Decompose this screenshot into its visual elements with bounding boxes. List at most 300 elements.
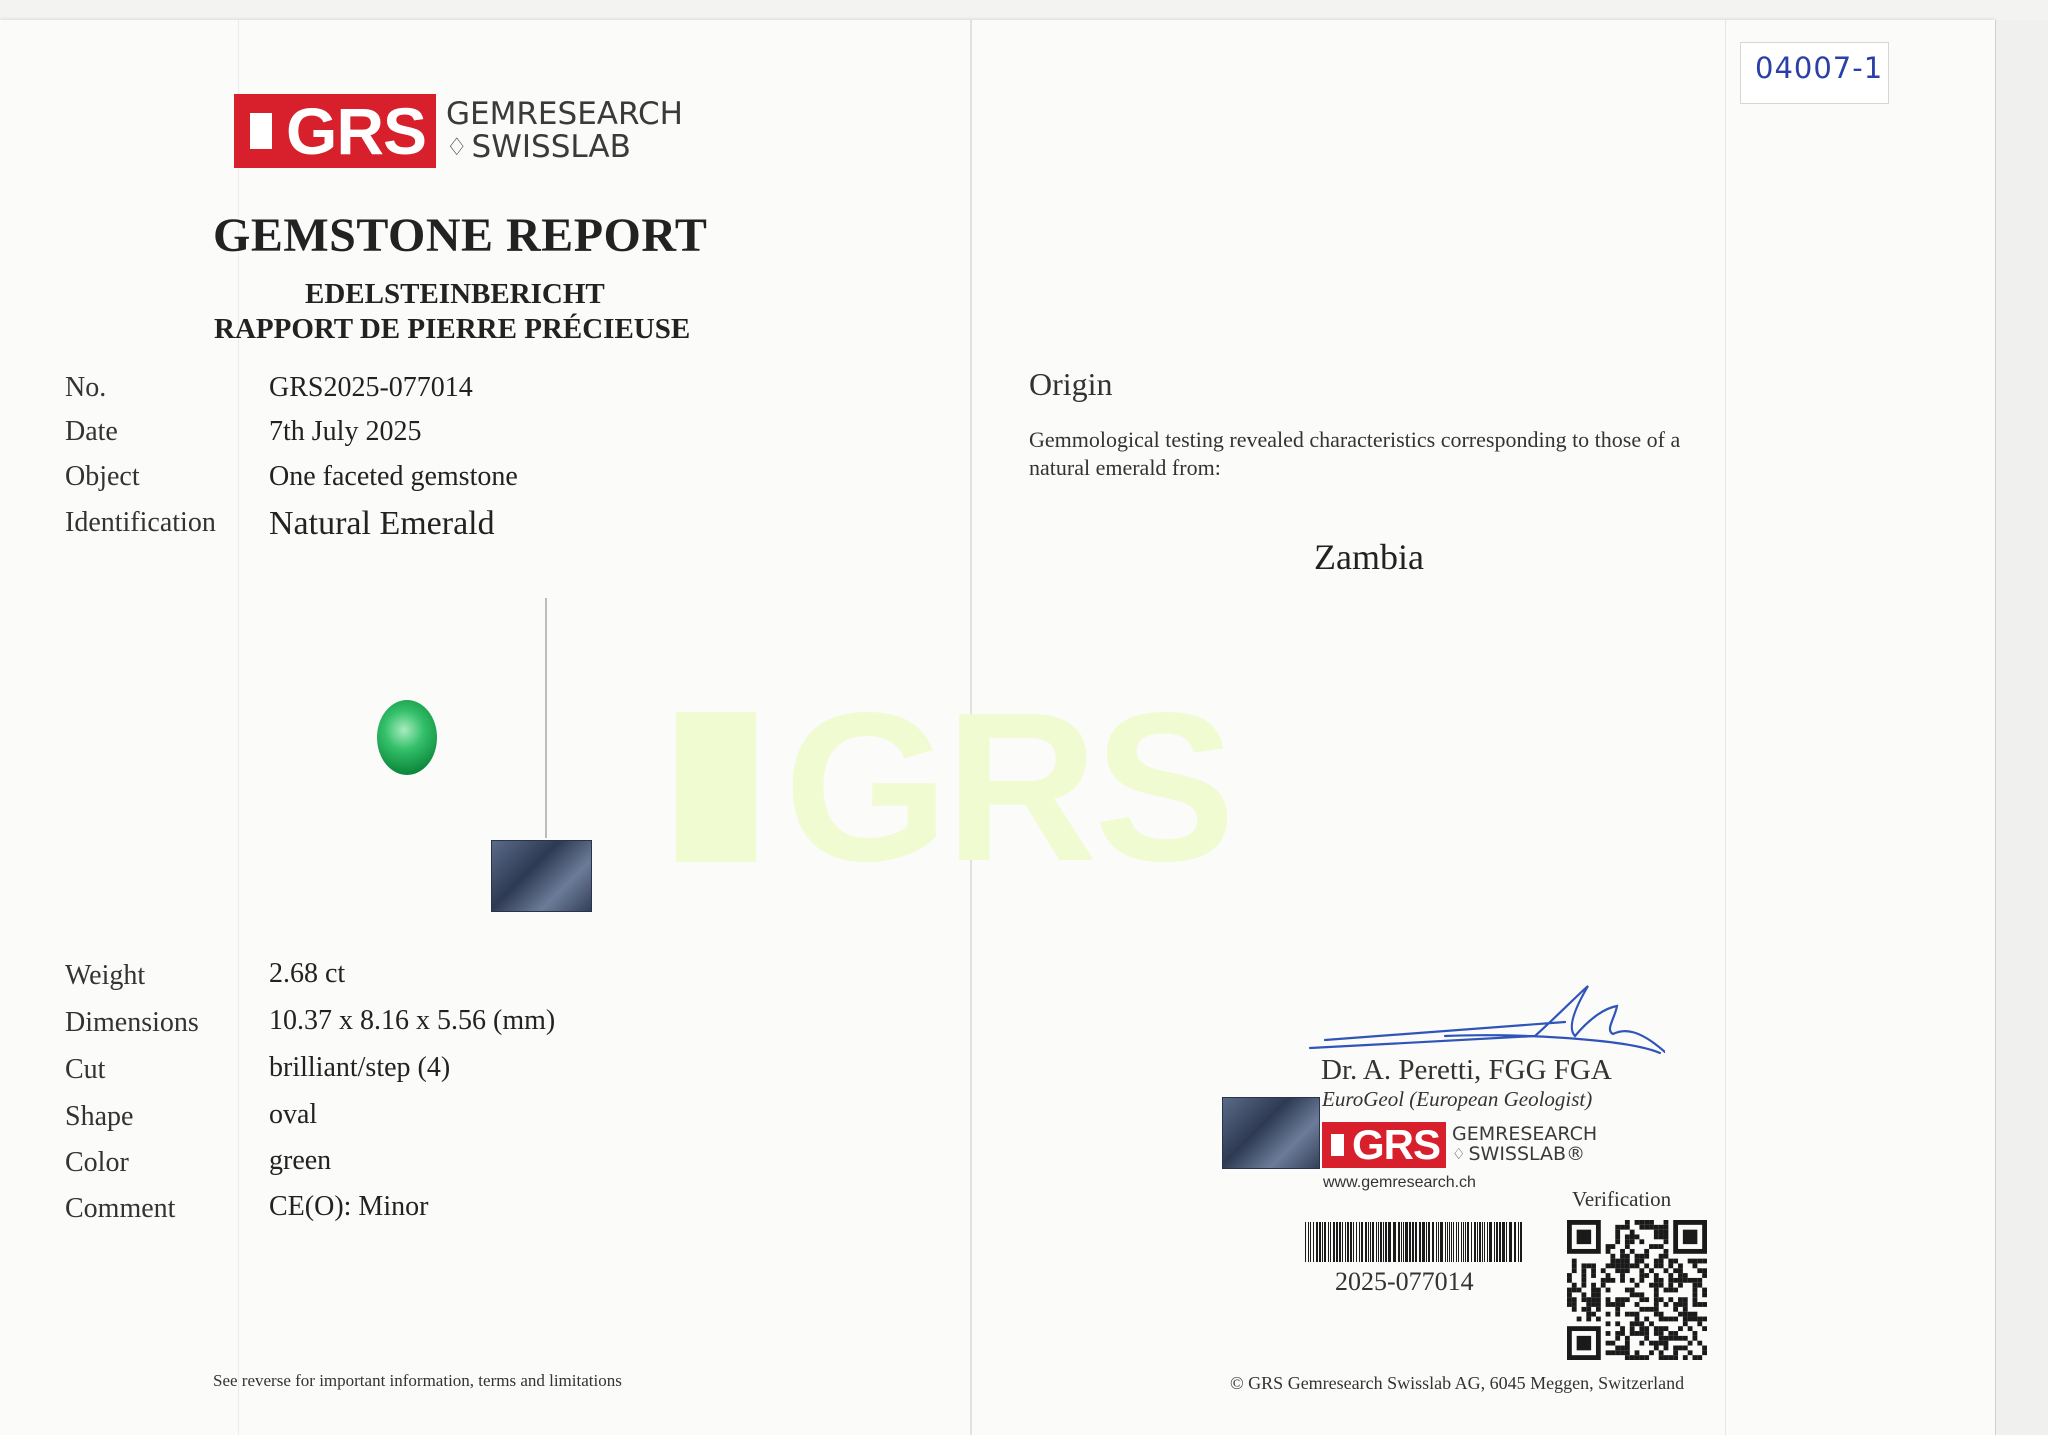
report-title: GEMSTONE REPORT: [213, 209, 708, 262]
qr-module: [1620, 1254, 1625, 1259]
qr-module: [1635, 1263, 1640, 1268]
qr-module: [1683, 1346, 1688, 1351]
barcode-bar: [1368, 1222, 1369, 1262]
barcode-bar: [1330, 1222, 1331, 1262]
qr-module: [1635, 1259, 1640, 1264]
qr-module: [1664, 1234, 1669, 1239]
qr-module: [1654, 1326, 1659, 1331]
qr-module: [1581, 1263, 1586, 1268]
qr-module: [1664, 1288, 1669, 1293]
qr-module: [1702, 1317, 1707, 1322]
qr-module: [1693, 1259, 1698, 1264]
qr-module: [1567, 1292, 1572, 1297]
spec-value-comment: CE(O): Minor: [269, 1191, 429, 1222]
detail-value-date: 7th July 2025: [269, 416, 422, 447]
qr-module: [1591, 1268, 1596, 1273]
qr-module: [1697, 1355, 1702, 1360]
barcode-bar: [1336, 1222, 1338, 1262]
qr-module: [1567, 1302, 1572, 1307]
qr-module: [1635, 1317, 1640, 1322]
emerald-photo: [377, 700, 437, 775]
qr-module: [1606, 1249, 1611, 1254]
qr-module: [1693, 1263, 1698, 1268]
qr-module: [1610, 1350, 1615, 1355]
page-edge: [1995, 20, 2048, 1435]
qr-module: [1620, 1302, 1625, 1307]
qr-module: [1615, 1225, 1620, 1230]
barcode-bar: [1487, 1222, 1488, 1262]
qr-module: [1572, 1268, 1577, 1273]
barcode-bar: [1440, 1222, 1443, 1262]
qr-module: [1649, 1341, 1654, 1346]
qr-module: [1659, 1234, 1664, 1239]
qr-module: [1654, 1288, 1659, 1293]
qr-module: [1596, 1302, 1601, 1307]
qr-module: [1606, 1331, 1611, 1336]
qr-module: [1654, 1263, 1659, 1268]
qr-finder-center: [1683, 1230, 1697, 1244]
qr-module: [1693, 1331, 1698, 1336]
spec-value-color: green: [269, 1145, 332, 1176]
qr-module: [1625, 1225, 1630, 1230]
barcode-bar: [1378, 1222, 1379, 1262]
qr-module: [1664, 1336, 1669, 1341]
barcode-bar: [1361, 1222, 1363, 1262]
qr-module: [1615, 1259, 1620, 1264]
qr-module: [1688, 1312, 1693, 1317]
qr-module: [1644, 1220, 1649, 1225]
qr-module: [1688, 1326, 1693, 1331]
qr-module: [1591, 1283, 1596, 1288]
qr-module: [1567, 1297, 1572, 1302]
qr-module: [1673, 1278, 1678, 1283]
qr-module: [1625, 1234, 1630, 1239]
qr-module: [1606, 1350, 1611, 1355]
qr-module: [1639, 1331, 1644, 1336]
qr-module: [1683, 1307, 1688, 1312]
qr-module: [1654, 1346, 1659, 1351]
qr-module: [1620, 1259, 1625, 1264]
qr-module: [1630, 1288, 1635, 1293]
qr-module: [1635, 1234, 1640, 1239]
grs-watermark: [676, 665, 1231, 909]
qr-module: [1683, 1312, 1688, 1317]
qr-module: [1630, 1230, 1635, 1235]
qr-module: [1610, 1263, 1615, 1268]
qr-module: [1601, 1268, 1606, 1273]
qr-module: [1644, 1254, 1649, 1259]
qr-module: [1625, 1346, 1630, 1351]
qr-module: [1610, 1244, 1615, 1249]
qr-module: [1615, 1263, 1620, 1268]
qr-module: [1581, 1292, 1586, 1297]
qr-module: [1673, 1346, 1678, 1351]
verification-qr-code[interactable]: [1567, 1220, 1707, 1360]
qr-module: [1664, 1302, 1669, 1307]
qr-module: [1625, 1297, 1630, 1302]
qr-module: [1615, 1331, 1620, 1336]
qr-module: [1693, 1317, 1698, 1322]
qr-module: [1668, 1283, 1673, 1288]
qr-module: [1581, 1268, 1586, 1273]
qr-module: [1610, 1254, 1615, 1259]
qr-module: [1591, 1312, 1596, 1317]
qr-module: [1625, 1254, 1630, 1259]
qr-module: [1693, 1297, 1698, 1302]
qr-module: [1644, 1249, 1649, 1254]
barcode-bar: [1339, 1222, 1341, 1262]
barcode-bar: [1428, 1222, 1430, 1262]
qr-module: [1577, 1288, 1582, 1293]
qr-module: [1673, 1302, 1678, 1307]
barcode-bar: [1432, 1222, 1434, 1262]
qr-module: [1606, 1312, 1611, 1317]
barcode-bar: [1316, 1222, 1318, 1262]
qr-module: [1693, 1288, 1698, 1293]
origin-heading: Origin: [1029, 366, 1113, 402]
qr-module: [1697, 1268, 1702, 1273]
qr-module: [1654, 1292, 1659, 1297]
handwritten-reference: [1740, 42, 1889, 104]
diamond-icon: ♢: [446, 132, 468, 161]
qr-module: [1673, 1288, 1678, 1293]
right-margin-line: [1725, 20, 1726, 1435]
barcode-bar: [1438, 1222, 1439, 1262]
qr-module: [1620, 1273, 1625, 1278]
qr-module: [1659, 1336, 1664, 1341]
spec-value-shape: oval: [269, 1099, 318, 1130]
qr-module: [1668, 1288, 1673, 1293]
qr-module: [1639, 1321, 1644, 1326]
qr-module: [1649, 1244, 1654, 1249]
qr-module: [1615, 1350, 1620, 1355]
qr-module: [1673, 1259, 1678, 1264]
qr-module: [1644, 1297, 1649, 1302]
qr-module: [1668, 1355, 1673, 1360]
report-subtitle-fr: RAPPORT DE PIERRE PRÉCIEUSE: [214, 313, 691, 345]
qr-module: [1644, 1355, 1649, 1360]
qr-module: [1615, 1234, 1620, 1239]
qr-module: [1606, 1288, 1611, 1293]
barcode-bar: [1383, 1222, 1384, 1262]
barcode-bar: [1372, 1222, 1374, 1262]
qr-module: [1620, 1263, 1625, 1268]
qr-module: [1668, 1331, 1673, 1336]
qr-module: [1625, 1341, 1630, 1346]
qr-module: [1601, 1283, 1606, 1288]
diamond-small-icon: ♢: [1452, 1145, 1466, 1164]
barcode-bar: [1494, 1222, 1495, 1262]
barcode-bar: [1419, 1222, 1421, 1262]
barcode-bar: [1471, 1222, 1472, 1262]
qr-module: [1668, 1297, 1673, 1302]
qr-module: [1625, 1336, 1630, 1341]
qr-module: [1697, 1278, 1702, 1283]
qr-module: [1659, 1244, 1664, 1249]
qr-module: [1625, 1288, 1630, 1293]
qr-module: [1572, 1259, 1577, 1264]
qr-module: [1625, 1268, 1630, 1273]
qr-module: [1659, 1259, 1664, 1264]
qr-module: [1596, 1307, 1601, 1312]
detail-label-no: No.: [65, 372, 107, 403]
qr-module: [1606, 1263, 1611, 1268]
qr-module: [1586, 1263, 1591, 1268]
qr-module: [1702, 1259, 1707, 1264]
origin-country: Zambia: [1314, 537, 1424, 577]
qr-module: [1572, 1288, 1577, 1293]
barcode-bar: [1520, 1222, 1522, 1262]
qr-module: [1567, 1273, 1572, 1278]
qr-module: [1639, 1259, 1644, 1264]
barcode-bar: [1345, 1222, 1346, 1262]
detail-label-date: Date: [65, 416, 118, 447]
qr-module: [1630, 1239, 1635, 1244]
qr-module: [1678, 1268, 1683, 1273]
detail-label-object: Object: [65, 461, 140, 492]
qr-module: [1615, 1312, 1620, 1317]
barcode-bar: [1509, 1222, 1512, 1262]
qr-module: [1620, 1326, 1625, 1331]
qr-module: [1644, 1263, 1649, 1268]
watermark-cross: [676, 712, 756, 862]
qr-module: [1688, 1278, 1693, 1283]
barcode-bar: [1365, 1222, 1367, 1262]
qr-module: [1625, 1312, 1630, 1317]
report-subtitle-de: EDELSTEINBERICHT: [305, 278, 605, 310]
qr-module: [1664, 1239, 1669, 1244]
barcode-bar: [1356, 1222, 1357, 1262]
qr-module: [1693, 1278, 1698, 1283]
logo-line1: GEMRESEARCH: [446, 96, 683, 133]
qr-module: [1581, 1283, 1586, 1288]
qr-module: [1688, 1259, 1693, 1264]
qr-module: [1673, 1355, 1678, 1360]
qr-module: [1654, 1230, 1659, 1235]
swiss-cross-icon: [250, 113, 272, 149]
qr-module: [1693, 1312, 1698, 1317]
qr-module: [1639, 1254, 1644, 1259]
qr-module: [1693, 1336, 1698, 1341]
qr-module: [1581, 1273, 1586, 1278]
qr-module: [1630, 1234, 1635, 1239]
qr-module: [1683, 1297, 1688, 1302]
qr-module: [1659, 1230, 1664, 1235]
qr-module: [1639, 1225, 1644, 1230]
barcode-bar: [1482, 1222, 1483, 1262]
logo-small-line1: GEMRESEARCH: [1452, 1123, 1598, 1146]
qr-module: [1649, 1307, 1654, 1312]
qr-module: [1610, 1259, 1615, 1264]
qr-module: [1644, 1307, 1649, 1312]
barcode-bar: [1313, 1222, 1314, 1262]
barcode-bar: [1398, 1222, 1400, 1262]
qr-module: [1639, 1239, 1644, 1244]
qr-module: [1630, 1292, 1635, 1297]
qr-module: [1606, 1302, 1611, 1307]
qr-module: [1644, 1317, 1649, 1322]
qr-module: [1668, 1263, 1673, 1268]
barcode-bar: [1465, 1222, 1466, 1262]
qr-module: [1615, 1268, 1620, 1273]
qr-module: [1664, 1317, 1669, 1322]
qr-module: [1586, 1302, 1591, 1307]
qr-module: [1620, 1249, 1625, 1254]
barcode: [1305, 1222, 1525, 1262]
qr-module: [1620, 1225, 1625, 1230]
qr-module: [1702, 1292, 1707, 1297]
barcode-bar: [1461, 1222, 1462, 1262]
qr-module: [1635, 1302, 1640, 1307]
qr-module: [1610, 1341, 1615, 1346]
qr-module: [1630, 1321, 1635, 1326]
qr-module: [1702, 1288, 1707, 1293]
qr-module: [1644, 1273, 1649, 1278]
barcode-bar: [1445, 1222, 1446, 1262]
qr-module: [1577, 1317, 1582, 1322]
qr-module: [1639, 1268, 1644, 1273]
qr-module: [1654, 1283, 1659, 1288]
qr-module: [1625, 1350, 1630, 1355]
qr-module: [1591, 1263, 1596, 1268]
barcode-bar: [1409, 1222, 1411, 1262]
qr-module: [1615, 1307, 1620, 1312]
qr-module: [1567, 1288, 1572, 1293]
qr-module: [1664, 1225, 1669, 1230]
barcode-bar: [1342, 1222, 1343, 1262]
qr-module: [1702, 1350, 1707, 1355]
qr-module: [1630, 1249, 1635, 1254]
qr-module: [1678, 1302, 1683, 1307]
qr-module: [1654, 1225, 1659, 1230]
spec-label-color: Color: [65, 1147, 129, 1178]
barcode-bar: [1403, 1222, 1404, 1262]
qr-module: [1639, 1326, 1644, 1331]
qr-module: [1610, 1278, 1615, 1283]
qr-module: [1664, 1268, 1669, 1273]
barcode-bar: [1388, 1222, 1391, 1262]
barcode-bar: [1518, 1222, 1519, 1262]
qr-module: [1620, 1278, 1625, 1283]
qr-module: [1606, 1321, 1611, 1326]
spec-label-shape: Shape: [65, 1101, 134, 1132]
qr-module: [1659, 1283, 1664, 1288]
qr-module: [1673, 1268, 1678, 1273]
qr-module: [1596, 1288, 1601, 1293]
barcode-bar: [1308, 1222, 1309, 1262]
barcode-bar: [1376, 1222, 1377, 1262]
barcode-bar: [1328, 1222, 1329, 1262]
grs-logo-mark: GRS: [234, 94, 436, 168]
detail-value-object: One faceted gemstone: [269, 461, 518, 492]
qr-module: [1615, 1336, 1620, 1341]
qr-module: [1581, 1278, 1586, 1283]
qr-module: [1654, 1244, 1659, 1249]
detail-label-identification: Identification: [65, 507, 216, 538]
qr-module: [1659, 1326, 1664, 1331]
qr-module: [1639, 1273, 1644, 1278]
grs-logo-small-mark: GRS: [1322, 1122, 1446, 1168]
qr-module: [1664, 1230, 1669, 1235]
spec-label-cut: Cut: [65, 1054, 106, 1085]
qr-module: [1688, 1341, 1693, 1346]
qr-module: [1688, 1317, 1693, 1322]
qr-module: [1615, 1302, 1620, 1307]
barcode-bar: [1502, 1222, 1505, 1262]
qr-module: [1673, 1350, 1678, 1355]
qr-module: [1678, 1283, 1683, 1288]
qr-module: [1659, 1254, 1664, 1259]
barcode-bar: [1484, 1222, 1485, 1262]
qr-module: [1678, 1273, 1683, 1278]
qr-module: [1678, 1263, 1683, 1268]
qr-module: [1702, 1302, 1707, 1307]
qr-module: [1659, 1355, 1664, 1360]
qr-module: [1596, 1297, 1601, 1302]
detail-value-identification: Natural Emerald: [269, 505, 495, 542]
grs-logo: [234, 94, 683, 168]
spec-value-weight: 2.68 ct: [269, 958, 346, 989]
barcode-bar: [1447, 1222, 1448, 1262]
origin-text: Gemmological testing revealed characteristics corresponding to those of a natural emerald from:: [1029, 427, 1681, 480]
qr-module: [1664, 1326, 1669, 1331]
qr-module: [1668, 1273, 1673, 1278]
qr-module: [1630, 1312, 1635, 1317]
grs-logo-small: [1322, 1122, 1597, 1168]
qr-module: [1649, 1268, 1654, 1273]
qr-module: [1586, 1312, 1591, 1317]
qr-module: [1606, 1278, 1611, 1283]
qr-module: [1630, 1355, 1635, 1360]
qr-module: [1625, 1355, 1630, 1360]
qr-module: [1639, 1307, 1644, 1312]
signatory-title: EuroGeol (European Geologist): [1322, 1087, 1593, 1111]
barcode-bar: [1489, 1222, 1492, 1262]
qr-module: [1630, 1278, 1635, 1283]
barcode-bar: [1479, 1222, 1481, 1262]
qr-module: [1683, 1355, 1688, 1360]
detail-value-no: GRS2025-077014: [269, 372, 473, 403]
qr-module: [1586, 1307, 1591, 1312]
qr-module: [1678, 1326, 1683, 1331]
qr-module: [1697, 1317, 1702, 1322]
qr-module: [1654, 1297, 1659, 1302]
qr-module: [1639, 1355, 1644, 1360]
qr-module: [1664, 1341, 1669, 1346]
qr-module: [1683, 1321, 1688, 1326]
qr-module: [1683, 1317, 1688, 1322]
qr-module: [1649, 1220, 1654, 1225]
barcode-number: 2025-077014: [1335, 1267, 1474, 1296]
barcode-bar: [1477, 1222, 1478, 1262]
logo-line2: SWISSLAB: [471, 129, 631, 165]
qr-module: [1596, 1317, 1601, 1322]
qr-module: [1625, 1244, 1630, 1249]
qr-module: [1659, 1350, 1664, 1355]
qr-module: [1659, 1225, 1664, 1230]
qr-module: [1567, 1278, 1572, 1283]
qr-module: [1654, 1312, 1659, 1317]
signatory-name: Dr. A. Peretti, FGG FGA: [1321, 1054, 1612, 1086]
barcode-bar: [1322, 1222, 1323, 1262]
qr-module: [1664, 1355, 1669, 1360]
barcode-bar: [1458, 1222, 1459, 1262]
qr-module: [1630, 1331, 1635, 1336]
barcode-bar: [1514, 1222, 1516, 1262]
qr-module: [1644, 1326, 1649, 1331]
qr-module: [1697, 1283, 1702, 1288]
barcode-bar: [1415, 1222, 1417, 1262]
